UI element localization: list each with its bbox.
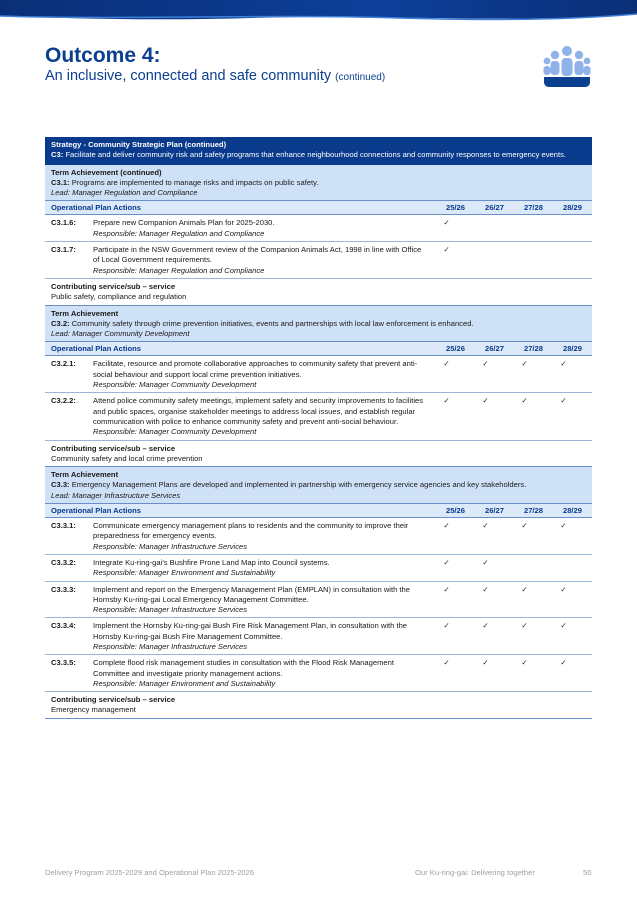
footer-right: Our Ku-ring-gai: Delivering together — [415, 868, 535, 877]
year-column-header: 26/27 — [484, 344, 504, 354]
contributing-service — [45, 441, 592, 468]
operational-actions-header — [45, 342, 592, 356]
action-text: Implement and report on the Emergency Management Plan (EMPLAN) in consultation with the Hornsby Ku-ring-gai Local Emergency Management Committee. — [93, 584, 410, 604]
year-column-header: 25/26 — [445, 203, 465, 213]
year-check-mark: ✓ — [482, 658, 489, 668]
year-check-mark: ✓ — [560, 621, 567, 631]
action-responsible: Responsible: Manager Infrastructure Services — [93, 641, 248, 651]
year-check-mark: ✓ — [482, 396, 489, 406]
footer-left: Delivery Program 2025-2029 and Operational Plan 2025-2026 — [45, 868, 254, 877]
operational-actions-header — [45, 504, 592, 518]
action-description — [93, 658, 427, 689]
action-code: C3.2.2: — [51, 396, 76, 406]
year-check-mark: ✓ — [521, 521, 528, 531]
action-text: Attend police community safety meetings, implement safety and security improvements to facilities and public spaces, organise stakeholder meetings to address local issues, and establish regular communication with police to enhance community safety and prevent anti-social behaviour. — [93, 396, 424, 426]
term-achievement — [45, 467, 592, 504]
action-row — [45, 555, 592, 582]
action-row — [45, 582, 592, 619]
action-row — [45, 618, 592, 655]
action-responsible: Responsible: Manager Community Development — [93, 380, 257, 390]
year-check-mark: ✓ — [443, 359, 450, 369]
year-check-mark — [466, 218, 505, 239]
term-lead: Lead: Manager Community Development — [51, 329, 190, 339]
term-heading: Term Achievement — [51, 308, 119, 318]
year-check-mark — [544, 558, 583, 579]
sections-container — [45, 165, 592, 719]
year-column-header: 28/29 — [562, 506, 582, 516]
year-check-mark: ✓ — [521, 658, 528, 668]
year-check-mark: ✓ — [521, 359, 528, 369]
action-code: C3.1.6: — [51, 218, 76, 228]
strategy-header — [45, 137, 592, 165]
contrib-text: Emergency management — [51, 705, 136, 715]
action-code: C3.3.5: — [51, 658, 76, 668]
page-title: Outcome 4: — [45, 44, 161, 67]
year-check-mark: ✓ — [560, 359, 567, 369]
action-row — [45, 356, 592, 393]
year-check-mark: ✓ — [443, 584, 450, 594]
strategy-description: C3: Facilitate and deliver community risk and safety programs that enhance neighbourhood connections and community responses to emergency events. — [51, 150, 566, 160]
year-check-mark: ✓ — [482, 359, 489, 369]
year-check-mark: ✓ — [560, 584, 567, 594]
term-description — [51, 178, 586, 188]
action-row — [45, 242, 592, 279]
action-text: Facilitate, resource and promote collaborative approaches to community safety that prevent anti-social behaviour and support local crime prevention initiatives. — [93, 359, 418, 379]
year-column-header: 25/26 — [445, 344, 465, 354]
contrib-heading: Contributing service/sub – service — [51, 695, 176, 705]
year-check-mark: ✓ — [482, 557, 489, 567]
year-check-mark: ✓ — [482, 521, 489, 531]
year-column-header: 26/27 — [484, 203, 504, 213]
action-text: Complete flood risk management studies in consultation with the Flood Risk Management Committee and investigate priority management actions. — [93, 658, 394, 678]
action-text: Integrate Ku-ring-gai’s Bushfire Prone Land Map into Council systems. — [93, 557, 330, 567]
year-check-mark: ✓ — [443, 218, 450, 228]
year-column-header: 27/28 — [523, 506, 543, 516]
action-description — [93, 359, 427, 390]
page-subtitle — [45, 68, 385, 84]
contrib-text: Community safety and local crime prevention — [51, 453, 203, 463]
year-column-header: 28/29 — [562, 203, 582, 213]
year-check-mark: ✓ — [482, 621, 489, 631]
op-header-label: Operational Plan Actions — [51, 506, 142, 516]
term-achievement — [45, 165, 592, 202]
subtitle-suffix: (continued) — [335, 72, 386, 83]
contributing-service — [45, 279, 592, 306]
action-code: C3.3.1: — [51, 521, 76, 531]
strategy-heading: Strategy - Community Strategic Plan (continued) — [51, 140, 227, 149]
year-check-mark: ✓ — [521, 396, 528, 406]
year-check-mark — [544, 218, 583, 239]
action-text: Prepare new Companion Animals Plan for 2025-2030. — [93, 218, 275, 228]
action-description — [93, 396, 427, 437]
action-row — [45, 655, 592, 692]
year-column-header: 28/29 — [562, 344, 582, 354]
term-lead: Lead: Manager Infrastructure Services — [51, 490, 181, 500]
action-code: C3.3.3: — [51, 584, 76, 594]
year-check-mark: ✓ — [560, 521, 567, 531]
op-header-label: Operational Plan Actions — [51, 203, 142, 213]
year-check-mark: ✓ — [521, 621, 528, 631]
action-code: C3.3.4: — [51, 621, 76, 631]
action-description — [93, 218, 427, 239]
year-check-mark: ✓ — [443, 521, 450, 531]
action-code: C3.1.7: — [51, 245, 76, 255]
action-description — [93, 621, 427, 652]
page-number: 50 — [583, 868, 592, 877]
year-check-mark — [505, 558, 544, 579]
action-responsible: Responsible: Manager Regulation and Compliance — [93, 265, 265, 275]
contributing-service — [45, 692, 592, 719]
year-check-mark: ✓ — [521, 584, 528, 594]
contrib-heading: Contributing service/sub – service — [51, 281, 176, 291]
action-responsible: Responsible: Manager Environment and Sustainability — [93, 678, 276, 688]
term-code: C3.2: — [51, 318, 70, 328]
year-check-mark: ✓ — [443, 396, 450, 406]
term-text: Emergency Management Plans are developed and implemented in partnership with emergency service agencies and key stakeholders. — [71, 480, 527, 490]
action-description — [93, 585, 427, 616]
term-text: Community safety through crime prevention initiatives, events and partnerships with local law enforcement is enhanced. — [71, 318, 474, 328]
action-description — [93, 245, 427, 276]
action-row — [45, 518, 592, 555]
action-text: Implement the Hornsby Ku-ring-gai Bush Fire Risk Management Plan, in consultation with the Hornsby Ku-ring-gai Bush Fire Management Committee. — [93, 621, 408, 641]
action-text: Participate in the NSW Government review of the Companion Animals Act, 1998 in line with Office of Local Government requirements. — [93, 245, 422, 265]
term-lead: Lead: Manager Regulation and Compliance — [51, 188, 198, 198]
year-check-mark: ✓ — [560, 396, 567, 406]
contrib-text: Public safety, compliance and regulation — [51, 292, 187, 302]
term-code: C3.1: — [51, 177, 70, 187]
header-wave-banner — [0, 0, 637, 24]
year-check-mark: ✓ — [443, 557, 450, 567]
action-row — [45, 393, 592, 440]
term-code: C3.3: — [51, 480, 70, 490]
year-check-mark — [505, 218, 544, 239]
year-check-mark: ✓ — [443, 621, 450, 631]
action-row — [45, 215, 592, 242]
contrib-heading: Contributing service/sub – service — [51, 443, 176, 453]
action-responsible: Responsible: Manager Infrastructure Services — [93, 541, 248, 551]
year-check-mark: ✓ — [560, 658, 567, 668]
year-column-header: 27/28 — [523, 203, 543, 213]
year-check-mark — [505, 245, 544, 276]
operational-plan-table — [45, 137, 592, 719]
term-achievement — [45, 306, 592, 343]
year-check-mark: ✓ — [482, 584, 489, 594]
action-text: Communicate emergency management plans to residents and the community to improve their preparedness for emergency events. — [93, 521, 409, 541]
action-description — [93, 521, 427, 552]
year-check-mark — [544, 245, 583, 276]
action-code: C3.2.1: — [51, 359, 76, 369]
op-header-label: Operational Plan Actions — [51, 344, 142, 354]
action-responsible: Responsible: Manager Infrastructure Services — [93, 605, 248, 615]
term-description — [51, 480, 586, 490]
term-heading: Term Achievement — [51, 470, 119, 480]
action-code: C3.3.2: — [51, 557, 76, 567]
year-column-header: 27/28 — [523, 344, 543, 354]
year-check-mark — [466, 245, 505, 276]
year-column-header: 26/27 — [484, 506, 504, 516]
action-responsible: Responsible: Manager Regulation and Compliance — [93, 228, 265, 238]
subtitle-text: An inclusive, connected and safe community — [45, 68, 332, 84]
community-people-icon — [542, 44, 592, 88]
operational-actions-header — [45, 201, 592, 215]
term-heading: Term Achievement (continued) — [51, 167, 162, 177]
action-description — [93, 558, 427, 579]
year-column-header: 25/26 — [445, 506, 465, 516]
year-check-mark: ✓ — [443, 245, 450, 255]
year-check-mark: ✓ — [443, 658, 450, 668]
term-text: Programs are implemented to manage risks and impacts on public safety. — [71, 177, 319, 187]
action-responsible: Responsible: Manager Environment and Sustainability — [93, 568, 276, 578]
action-responsible: Responsible: Manager Community Development — [93, 427, 257, 437]
term-description — [51, 319, 586, 329]
